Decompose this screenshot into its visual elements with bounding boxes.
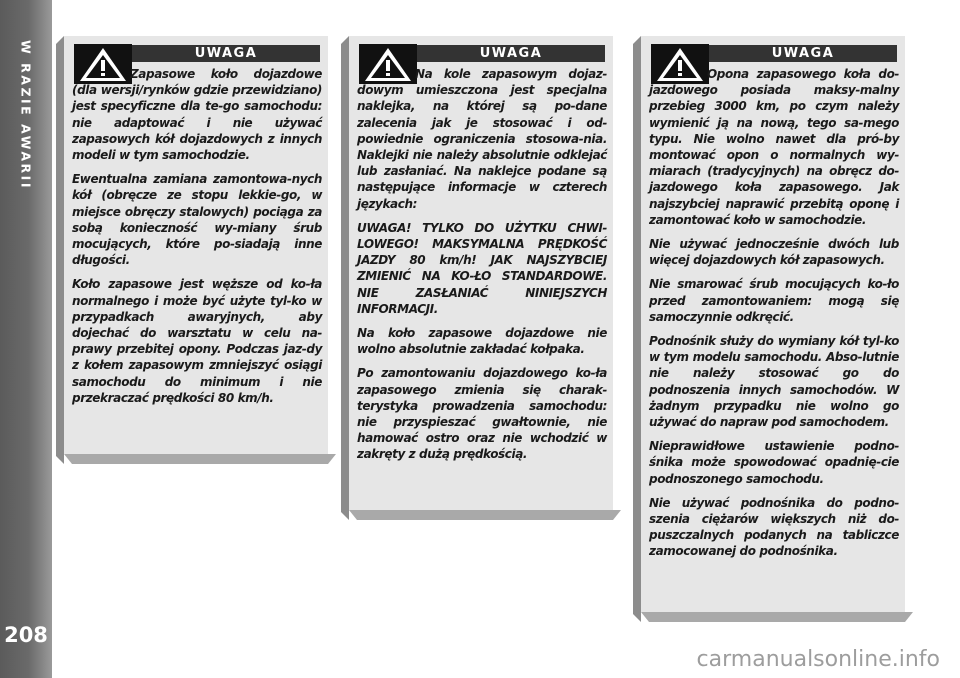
paragraph: Po zamontowaniu dojazdowego ko-ła zapasowego zmienia się charak-terystyka prowadzenia samochodu: nie przyspieszać gwałtownie, nie hamować ostro oraz nie wchodzić w zakręty z dużą prędkością. (357, 366, 607, 462)
card-shadow (633, 36, 641, 622)
warning-card-2 (349, 36, 613, 510)
warning-text (72, 66, 322, 414)
paragraph: UWAGA! TYLKO DO UŻYTKU CHWI-LOWEGO! MAKSYMALNA PRĘDKOŚĆ JAZDY 80 km/h! JAK NAJSZYBCIEJ ZMIENIĆ NA KO-ŁO STANDARDOWE. NIE ZASŁANIAĆ NINIEJSZYCH INFORMACJI. (357, 220, 607, 316)
card-shadow (349, 510, 621, 520)
paragraph: Ewentualna zamiana zamontowa-nych kół (obręcze ze stopu lekkie-go, w miejsce obręczy stalowych) pociąga za sobą konieczność wy-miany śrub mocujących, które po-siadają inne długości. (72, 172, 322, 268)
warning-header: UWAGA (132, 45, 320, 62)
warning-text (649, 66, 899, 568)
card-shadow (341, 36, 349, 520)
paragraph: Nie używać podnośnika do podno-szenia ciężarów większych niż do-puszczalnych podanych na tabliczce zamocowanej do podnośnika. (649, 495, 899, 559)
paragraph: Opona zapasowego koła do-jazdowego posiada maksy-malny przebieg 3000 km, po czym należy wymienić ją na nową, tego sa-mego typu. Nie wolno nawet dla pró-by montować opon o normalnych wy-miarach (tradycyjnych) na obręcz do-jazdowego koła zapasowego. Jak najszybciej naprawić przebitą oponę i zamontować koło w samochodzie. (649, 67, 899, 227)
page-number: 208 (4, 623, 48, 647)
paragraph: Zapasowe koło dojazdowe (dla wersji/rynków gdzie przewidziano) jest specyficzne dla te-go samochodu: nie adaptować i nie używać zapasowych kół dojazdowych z innych modeli w tym samochodzie. (72, 67, 322, 163)
paragraph: Nie smarować śrub mocujących ko-ło przed zamontowaniem: mogą się samoczynnie odkręcić. (649, 277, 899, 324)
warning-header: UWAGA (709, 45, 897, 62)
watermark: carmanualsonline.info (696, 647, 940, 672)
warning-card-1 (64, 36, 328, 454)
paragraph: Na kole zapasowym dojaz-dowym umieszczona jest specjalna naklejka, na której są po-dane zalecenia jak je stosować i od-powiednie ograniczenia stosowa-nia. Naklejki nie należy absolutnie odklejać lub zasłaniać. Na naklejce podane są następujące informacje w czterech językach: (357, 67, 607, 211)
paragraph: Koło zapasowe jest węższe od ko-ła normalnego i może być użyte tyl-ko w przypadkach awaryjnych, aby dojechać do warsztatu w celu na-prawy przebitej opony. Podczas jaz-dy z kołem zapasowym zmniejszyć osiągi samochodu do minimum i nie przekraczać prędkości 80 km/h. (72, 277, 322, 405)
warning-header: UWAGA (417, 45, 605, 62)
section-title: W RAZIE AWARII (18, 40, 34, 190)
sidebar (0, 0, 52, 678)
paragraph: Nie używać jednocześnie dwóch lub więcej dojazdowych kół zapasowych. (649, 237, 899, 268)
paragraph: Nieprawidłowe ustawienie podno-śnika może spowodować opadnię-cie podnoszonego samochodu. (649, 439, 899, 486)
card-shadow (64, 454, 336, 464)
card-shadow (56, 36, 64, 464)
paragraph: Podnośnik służy do wymiany kół tyl-ko w tym modelu samochodu. Abso-lutnie nie należy stosować go do podnoszenia innych samochodów. W żadnym przypadku nie wolno go używać do napraw pod samochodem. (649, 334, 899, 430)
warning-text (357, 66, 607, 471)
card-shadow (641, 612, 913, 622)
warning-card-3 (641, 36, 905, 612)
paragraph: Na koło zapasowe dojazdowe nie wolno absolutnie zakładać kołpaka. (357, 326, 607, 357)
